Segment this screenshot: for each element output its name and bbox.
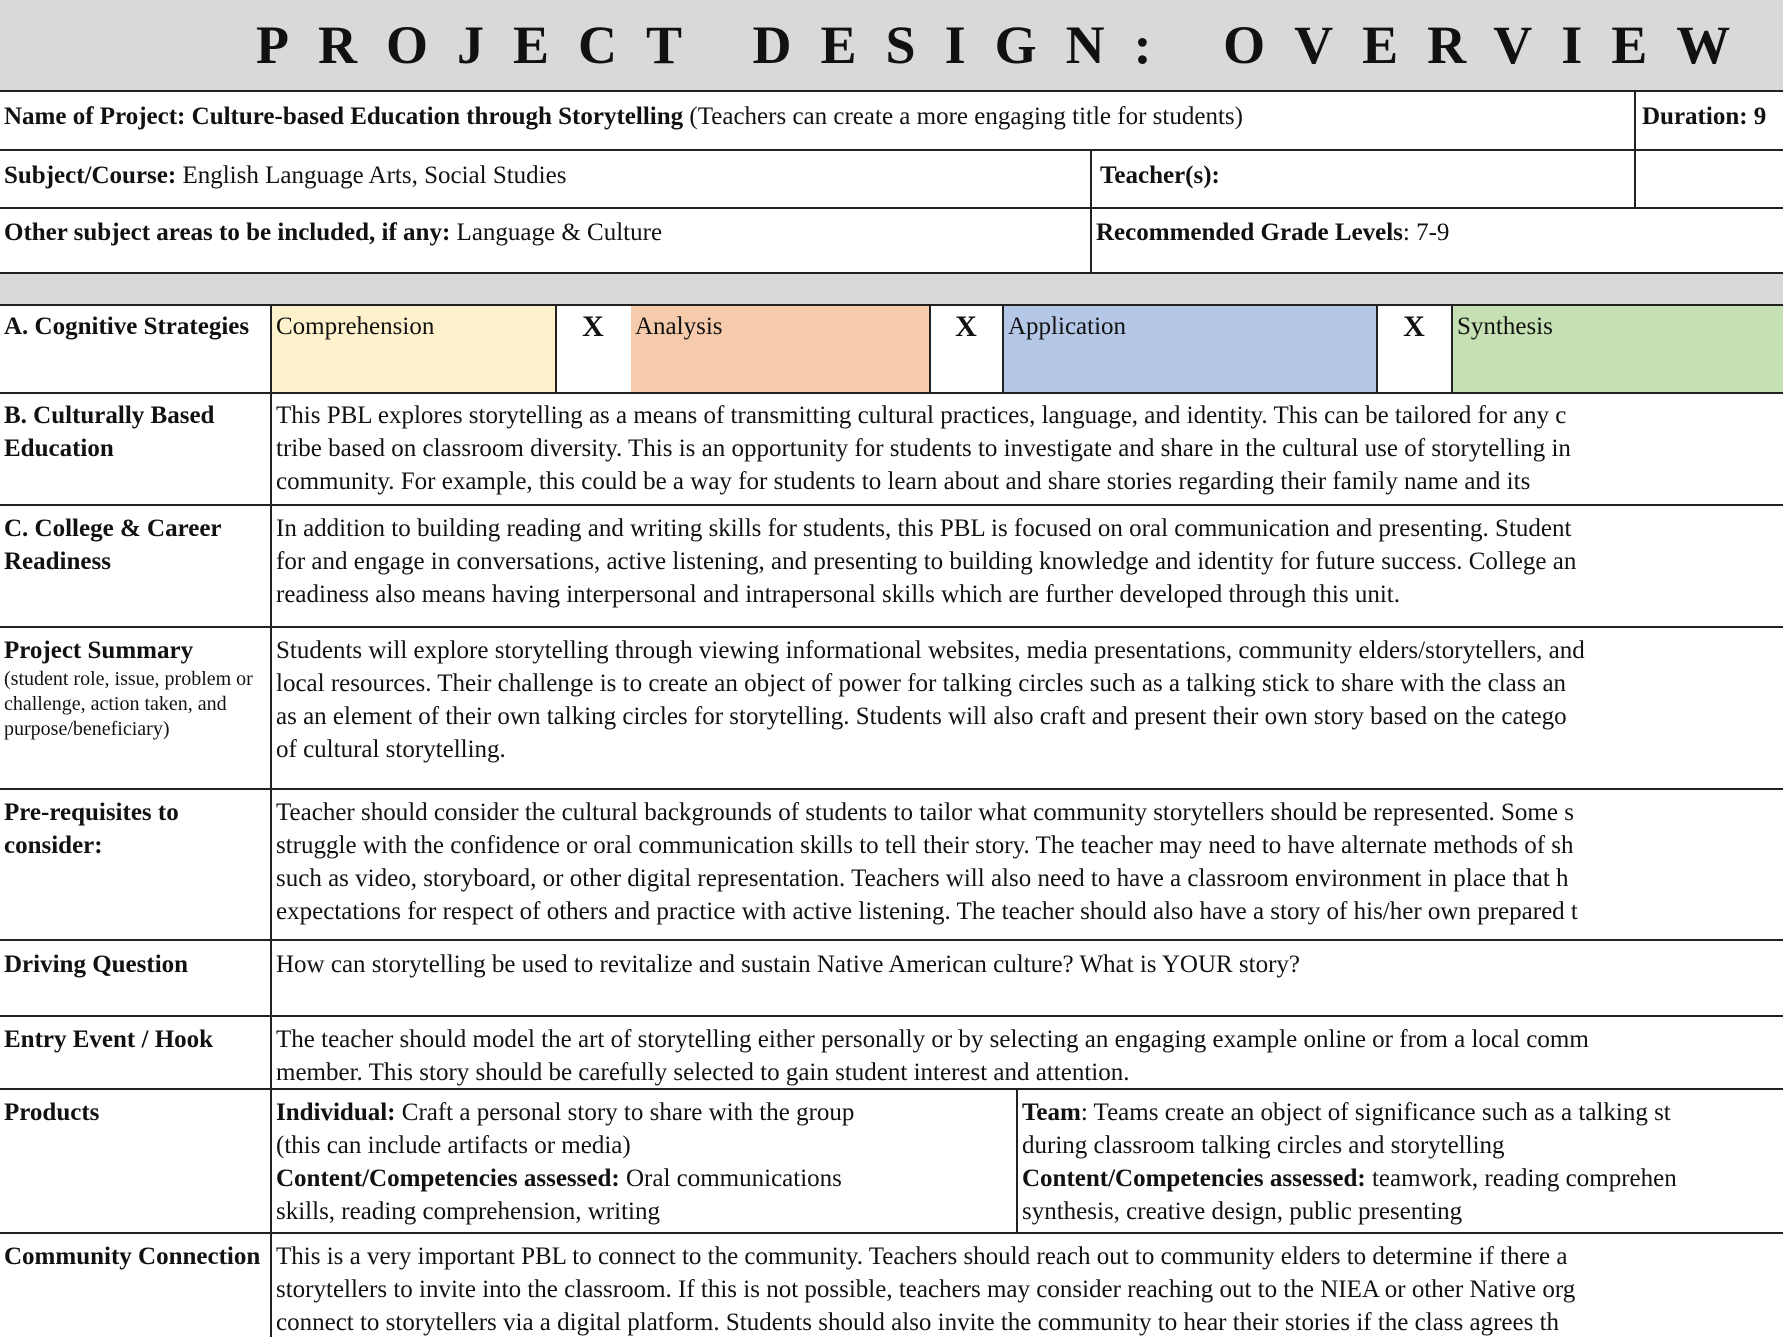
grade-levels-label: Recommended Grade Levels [1096, 219, 1403, 246]
prereq-line: struggle with the confidence or oral communication skills to tell their story. The teacher may need to have alternate methods of sh [276, 832, 1574, 859]
summary-line: of cultural storytelling. [276, 736, 506, 763]
team-text: : Teams create an object of significance such as a talking st [1080, 1099, 1671, 1126]
project-name-cell [0, 96, 1634, 150]
prereq-label: Pre-requisites to consider: [4, 799, 179, 859]
team-line2: during classroom talking circles and storytelling [1022, 1132, 1505, 1159]
college-line: for and engage in conversations, active listening, and presenting to building knowledge and identity for future success. College an [276, 548, 1577, 575]
project-name-value: Culture-based Education through Storytelling [191, 103, 684, 130]
individual-line2: (this can include artifacts or media) [276, 1132, 631, 1159]
community-line: storytellers to invite into the classroom. If this is not possible, teachers may consider reaching out to the NIEA or other Native org [276, 1276, 1576, 1303]
driving-text: How can storytelling be used to revitalize and sustain Native American culture? What is YOUR story? [276, 951, 1301, 978]
duration-label: Duration: 9 [1642, 103, 1767, 130]
teacher-label: Teacher(s): [1100, 162, 1220, 189]
summary-label-cell [0, 630, 270, 790]
strategy-comprehension [272, 306, 557, 392]
other-subjects-cell [0, 212, 1090, 270]
community-text [272, 1236, 1783, 1337]
summary-text [272, 630, 1783, 790]
prereq-line: Teacher should consider the cultural backgrounds of students to tailor what community storytellers should be represented. Some s [276, 799, 1574, 826]
culture-line: This PBL explores storytelling as a means of transmitting cultural practices, language, and identity. This can be tailored for any c [276, 402, 1567, 429]
team-line4: synthesis, creative design, public presenting [1022, 1198, 1463, 1225]
section-divider [0, 274, 1783, 304]
teacher-cell [1096, 155, 1636, 207]
prereq-line: such as video, storyboard, or other digital representation. Teachers will also need to have a classroom environment in place that h [276, 865, 1569, 892]
individual-text: Craft a personal story to share with the group [395, 1099, 855, 1126]
entry-line: The teacher should model the art of storytelling either personally or by selecting an engaging example online or from a local comm [276, 1026, 1589, 1053]
individual-line4: skills, reading comprehension, writing [276, 1198, 660, 1225]
strategy-synthesis [1453, 306, 1783, 392]
culture-label: B. Culturally Based Education [4, 402, 215, 462]
individual-assessed-label: Content/Competencies assessed: [276, 1165, 620, 1192]
other-subjects-label: Other subject areas to be included, if any: [4, 219, 451, 246]
other-subjects-value: Language & Culture [456, 219, 663, 246]
strategy-comprehension-label: Comprehension [276, 313, 435, 340]
summary-label: Project Summary [4, 637, 194, 664]
entry-line: member. This story should be carefully selected to gain student interest and attention. [276, 1059, 1130, 1086]
products-label: Products [4, 1099, 100, 1126]
culture-line: tribe based on classroom diversity. This is an opportunity for students to investigate and share in the cultural use of storytelling in [276, 435, 1571, 462]
summary-line: as an element of their own talking circles for storytelling. Students will also craft and present their own story based on the catego [276, 703, 1567, 730]
strategy-application [1004, 306, 1377, 392]
college-text [272, 508, 1783, 626]
culture-text [272, 395, 1783, 505]
strategy-comprehension-mark: X [582, 310, 604, 343]
products-team [1018, 1092, 1783, 1232]
grade-levels-cell [1092, 212, 1782, 270]
team-assessed-label: Content/Competencies assessed: [1022, 1165, 1366, 1192]
summary-line: local resources. Their challenge is to create an object of power for talking circles such as a talking stick to share with the class an [276, 670, 1567, 697]
entry-label: Entry Event / Hook [4, 1026, 214, 1053]
prereq-line: expectations for respect of others and practice with active listening. The teacher should also have a story of his/her own prepared t [276, 898, 1578, 925]
project-name-label: Name of Project: [4, 103, 186, 130]
college-label: C. College & Career Readiness [4, 515, 222, 575]
subject-cell [0, 155, 1090, 207]
page-title: PROJECT DESIGN: OVERVIEW [256, 15, 1760, 75]
summary-sublabel: (student role, issue, problem or challenge, action taken, and purpose/beneficiary) [4, 668, 253, 740]
cognitive-label: A. Cognitive Strategies [4, 313, 250, 340]
strategy-synthesis-label: Synthesis [1457, 313, 1553, 340]
team-label: Team [1022, 1099, 1081, 1126]
culture-line: community. For example, this could be a way for students to learn about and share stories regarding their family name and its [276, 468, 1531, 495]
strategy-application-mark: X [1403, 310, 1425, 343]
title-bar [0, 0, 1783, 92]
individual-assessed-text: Oral communications [619, 1165, 842, 1192]
driving-label: Driving Question [4, 951, 189, 978]
subject-label: Subject/Course: [4, 162, 177, 189]
community-line: This is a very important PBL to connect to the community. Teachers should reach out to community elders to determine if there a [276, 1243, 1568, 1270]
individual-label: Individual: [276, 1099, 396, 1126]
strategy-analysis-label: Analysis [635, 313, 723, 340]
strategy-analysis [631, 306, 930, 392]
prereq-text [272, 792, 1783, 940]
products-individual [272, 1092, 1014, 1232]
community-label: Community Connection [4, 1243, 261, 1270]
duration-cell [1638, 96, 1783, 150]
grade-levels-value: : 7-9 [1402, 219, 1450, 246]
subject-value: English Language Arts, Social Studies [182, 162, 567, 189]
summary-line: Students will explore storytelling through viewing informational websites, media presentations, community elders/storytellers, and [276, 637, 1585, 664]
college-line: readiness also means having interpersonal and intrapersonal skills which are further developed through this unit. [276, 581, 1400, 608]
entry-text [272, 1019, 1783, 1089]
strategy-analysis-mark: X [955, 310, 977, 343]
team-assessed-text: teamwork, reading comprehen [1365, 1165, 1677, 1192]
project-name-note: (Teachers can create a more engaging title for students) [689, 103, 1243, 130]
college-line: In addition to building reading and writing skills for students, this PBL is focused on oral communication and presenting. Student [276, 515, 1572, 542]
community-line: connect to storytellers via a digital platform. Students should also invite the community to hear their stories if the class agrees th [276, 1309, 1560, 1336]
strategy-application-label: Application [1008, 313, 1127, 340]
